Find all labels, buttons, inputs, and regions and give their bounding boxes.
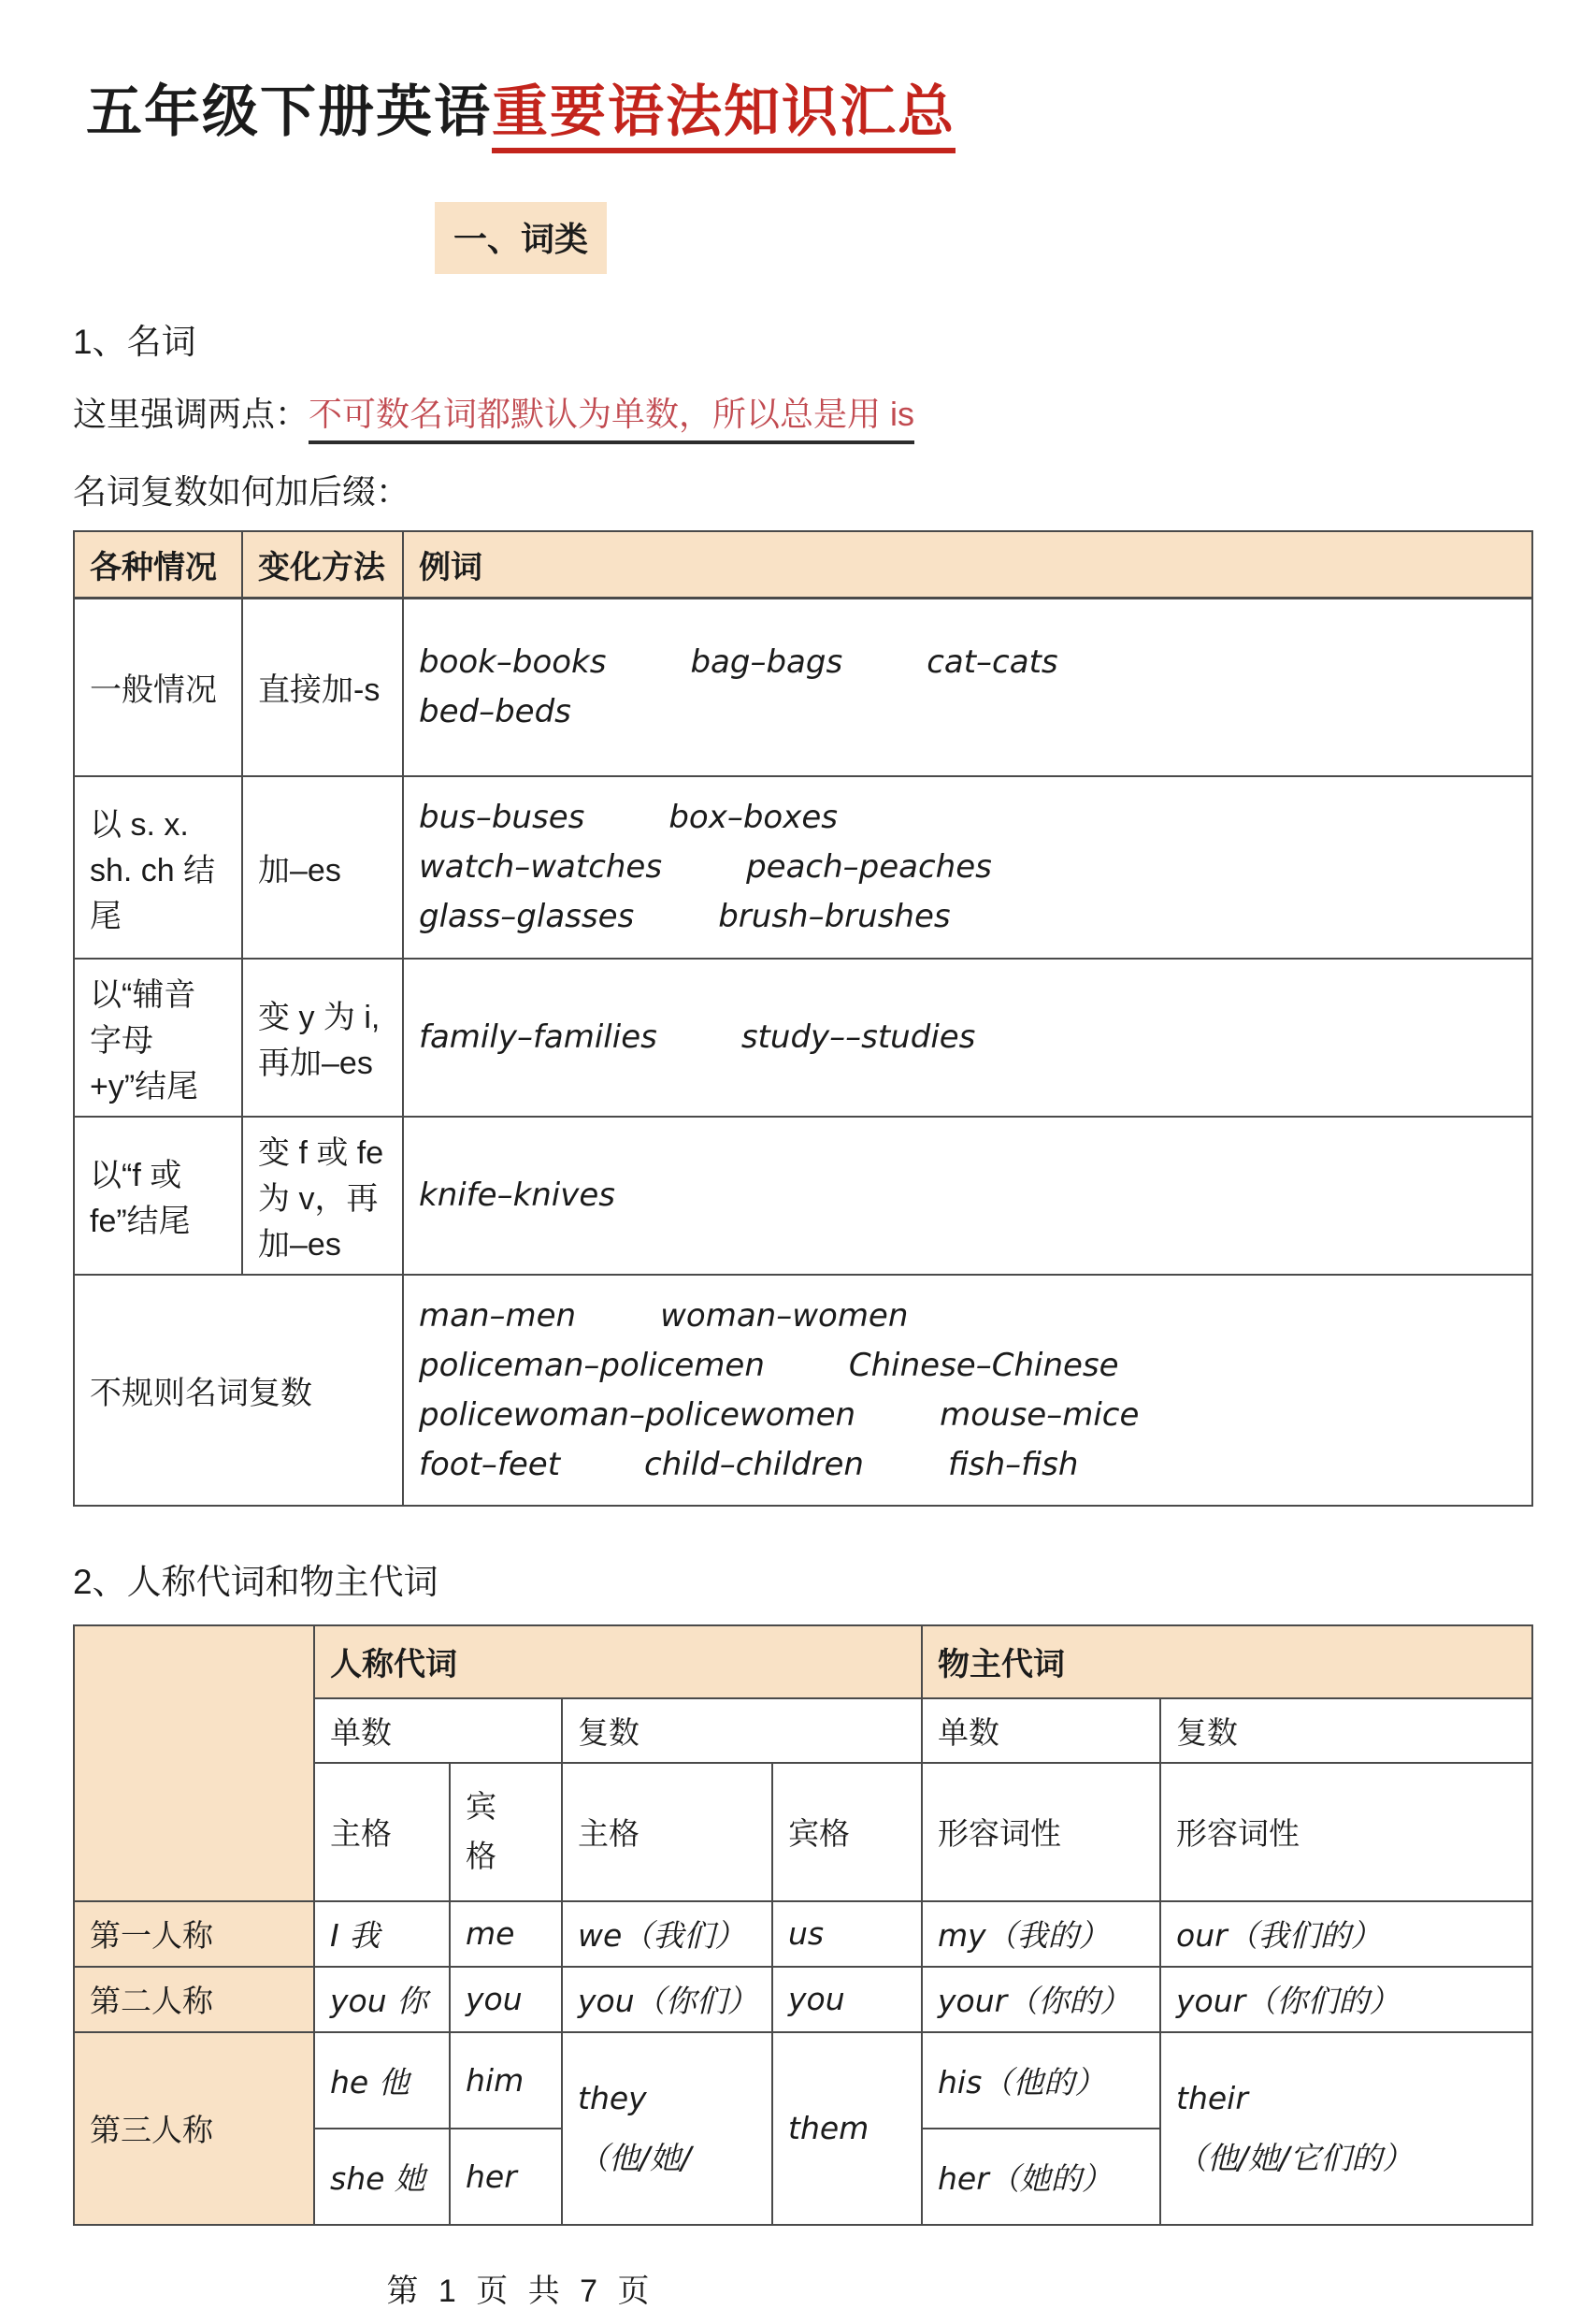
method-cell: 直接加-s bbox=[242, 599, 403, 776]
example-word: foot–feet bbox=[419, 1445, 561, 1483]
case-cell: 以“辅音字母+y”结尾 bbox=[74, 959, 242, 1117]
row-label-third-person: 第三人称 bbox=[74, 2032, 314, 2225]
pronoun-cell: she 她 bbox=[314, 2129, 450, 2225]
group-header-possessive: 物主代词 bbox=[922, 1625, 1532, 1698]
pronoun-cell: them bbox=[772, 2032, 922, 2225]
example-word: man–men bbox=[419, 1296, 577, 1335]
example-line bbox=[419, 1297, 1516, 1335]
page-number: 第 1 页 共 7 页 bbox=[386, 2273, 655, 2309]
example-word: study––studies bbox=[740, 1018, 976, 1056]
example-word: family–families bbox=[419, 1018, 657, 1056]
section-header-word-classes: 一、词类 bbox=[435, 202, 607, 274]
example-word: bus–buses bbox=[419, 799, 585, 836]
example-word: cat–cats bbox=[927, 643, 1058, 682]
method-cell: 变 y 为 i, 再加–es bbox=[242, 959, 403, 1117]
method-cell: 加–es bbox=[242, 776, 403, 959]
page-title-red-underlined: 重要语法知识汇总 bbox=[492, 81, 956, 153]
pronoun-cell: his（他的） bbox=[922, 2032, 1160, 2129]
case-cell: 以“f 或 fe”结尾 bbox=[74, 1117, 242, 1275]
case-cell: 以 s. x. sh. ch 结尾 bbox=[74, 776, 242, 959]
number-header-plural: 复数 bbox=[562, 1698, 922, 1763]
examples-cell bbox=[403, 1117, 1532, 1275]
example-word: book–books bbox=[419, 643, 607, 682]
section-header-row bbox=[0, 202, 1042, 274]
example-word: Chinese–Chinese bbox=[848, 1346, 1119, 1384]
case-header-objective: 宾格 bbox=[772, 1763, 922, 1901]
example-word: child–children bbox=[644, 1445, 864, 1483]
example-word: fish–fish bbox=[947, 1445, 1079, 1483]
table-row bbox=[74, 1275, 1532, 1506]
pronoun-cell: our（我们的） bbox=[1160, 1901, 1532, 1967]
col-header-method: 变化方法 bbox=[242, 531, 403, 599]
example-word: bed–beds bbox=[419, 693, 571, 731]
emphasis-line bbox=[73, 388, 1531, 436]
example-line bbox=[419, 898, 1516, 935]
example-word: bag–bags bbox=[690, 643, 843, 682]
example-line bbox=[419, 1018, 1516, 1056]
example-line bbox=[419, 1347, 1516, 1384]
pronoun-cell: me bbox=[450, 1901, 562, 1967]
pronoun-cell: you bbox=[450, 1967, 562, 2032]
pronoun-cell: her bbox=[450, 2129, 562, 2225]
pronoun-cell: your（你的） bbox=[922, 1967, 1160, 2032]
pronoun-table bbox=[73, 1624, 1533, 2226]
table-header-row bbox=[74, 531, 1532, 599]
table-row bbox=[74, 599, 1532, 776]
example-line bbox=[419, 643, 1516, 681]
case-cell: 一般情况 bbox=[74, 599, 242, 776]
example-line bbox=[419, 1396, 1516, 1434]
case-header-adjectival: 形容词性 bbox=[1160, 1763, 1532, 1901]
table-row-second-person bbox=[74, 1967, 1532, 2032]
table-row bbox=[74, 1117, 1532, 1275]
case-header-adjectival: 形容词性 bbox=[922, 1763, 1160, 1901]
method-cell: 变 f 或 fe 为 v，再加–es bbox=[242, 1117, 403, 1275]
example-word: box–boxes bbox=[668, 799, 838, 836]
case-header-objective: 宾格 bbox=[450, 1763, 562, 1901]
example-line bbox=[419, 1446, 1516, 1483]
example-word: peach–peaches bbox=[746, 848, 992, 886]
page-title-black: 五年级下册英语 bbox=[86, 81, 492, 143]
example-word: brush–brushes bbox=[718, 898, 951, 935]
example-word: mouse–mice bbox=[940, 1395, 1140, 1434]
corner-cell bbox=[74, 1625, 314, 1901]
number-header-plural: 复数 bbox=[1160, 1698, 1532, 1763]
examples-cell bbox=[403, 1275, 1532, 1506]
examples-cell bbox=[403, 776, 1532, 959]
example-word: watch–watches bbox=[419, 848, 663, 886]
case-cell-irregular: 不规则名词复数 bbox=[74, 1275, 403, 1506]
table-row-first-person bbox=[74, 1901, 1532, 1967]
pronoun-cell: her（她的） bbox=[922, 2129, 1160, 2225]
pronoun-cell: he 他 bbox=[314, 2032, 450, 2129]
page-title bbox=[0, 67, 1042, 148]
example-word: knife–knives bbox=[419, 1176, 616, 1214]
example-word: policewoman–policewomen bbox=[419, 1395, 856, 1434]
col-header-examples: 例词 bbox=[403, 531, 1532, 599]
example-word: woman–women bbox=[660, 1296, 909, 1335]
example-line bbox=[419, 1176, 1516, 1214]
examples-cell bbox=[403, 599, 1532, 776]
pronoun-cell: my（我的） bbox=[922, 1901, 1160, 1967]
table1-intro: 名词复数如何加后缀： bbox=[73, 472, 410, 511]
group-header-personal: 人称代词 bbox=[314, 1625, 922, 1698]
pronoun-cell: you（你们） bbox=[562, 1967, 772, 2032]
example-line bbox=[419, 799, 1516, 836]
pronoun-cell: their （他/她/它们的） bbox=[1160, 2032, 1532, 2225]
pronoun-heading: 2、人称代词和物主代词 bbox=[73, 1562, 438, 1601]
example-word: policeman–policemen bbox=[419, 1346, 765, 1384]
noun-heading: 1、名词 bbox=[73, 323, 196, 361]
number-header-singular: 单数 bbox=[922, 1698, 1160, 1763]
pronoun-cell: they （他/她/ bbox=[562, 2032, 772, 2225]
col-header-case: 各种情况 bbox=[74, 531, 242, 599]
pronoun-cell: I 我 bbox=[314, 1901, 450, 1967]
examples-cell bbox=[403, 959, 1532, 1117]
emphasis-red-underlined: 不可数名词都默认为单数，所以总是用 is bbox=[309, 395, 914, 444]
pronoun-cell: us bbox=[772, 1901, 922, 1967]
example-line bbox=[419, 848, 1516, 886]
table-header-row bbox=[74, 1625, 1532, 1698]
number-header-singular: 单数 bbox=[314, 1698, 562, 1763]
emphasis-prefix: 这里强调两点： bbox=[73, 395, 309, 433]
example-word: glass–glasses bbox=[419, 898, 635, 935]
case-header-nominative: 主格 bbox=[562, 1763, 772, 1901]
row-label-second-person: 第二人称 bbox=[74, 1967, 314, 2032]
noun-plural-table bbox=[73, 530, 1533, 1507]
table-row bbox=[74, 959, 1532, 1117]
pronoun-cell: you 你 bbox=[314, 1967, 450, 2032]
example-line bbox=[419, 693, 1516, 730]
pronoun-cell: your（你们的） bbox=[1160, 1967, 1532, 2032]
table-row-third-person bbox=[74, 2032, 1532, 2129]
pronoun-cell: him bbox=[450, 2032, 562, 2129]
case-header-nominative: 主格 bbox=[314, 1763, 450, 1901]
pronoun-cell: we（我们） bbox=[562, 1901, 772, 1967]
table-row bbox=[74, 776, 1532, 959]
pronoun-cell: you bbox=[772, 1967, 922, 2032]
row-label-first-person: 第一人称 bbox=[74, 1901, 314, 1967]
